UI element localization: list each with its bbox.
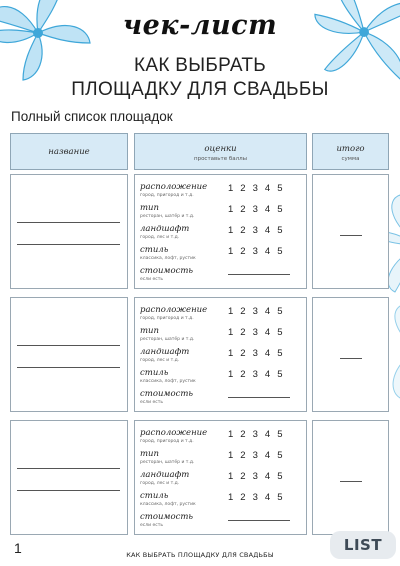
score-option[interactable]: 4 [264, 492, 271, 503]
score-option[interactable]: 1 [228, 183, 234, 194]
score-option[interactable]: 2 [240, 225, 246, 236]
score-option[interactable]: 4 [264, 246, 271, 257]
header-total-sublabel: сумма [341, 156, 360, 162]
criterion-hint: город, пригород и т.д. [140, 439, 194, 444]
score-option[interactable]: 3 [252, 306, 258, 317]
criterion-label: стоимость [140, 512, 194, 522]
criterion-label: ландшафт [140, 470, 190, 480]
score-options [228, 246, 282, 257]
criterion-label: стиль [140, 368, 169, 378]
header-rating-column [134, 133, 307, 170]
header-total-label: итого [336, 144, 365, 154]
price-input-line[interactable] [228, 274, 290, 275]
score-option[interactable]: 2 [240, 450, 246, 461]
page-title-line-1: КАК ВЫБРАТЬ [133, 55, 266, 76]
score-options [228, 306, 282, 317]
venue-name-line[interactable] [17, 468, 120, 469]
score-option[interactable]: 1 [228, 492, 234, 503]
criterion-label: тип [140, 326, 160, 336]
score-option[interactable]: 2 [240, 369, 246, 380]
venue-name-line[interactable] [17, 345, 120, 346]
score-option[interactable]: 3 [252, 492, 258, 503]
criterion-label: ландшафт [140, 224, 190, 234]
header-rating-sublabel: проставьте баллы [193, 156, 247, 162]
criterion-hint: если есть [140, 277, 163, 282]
score-option[interactable]: 5 [277, 450, 283, 461]
score-options [228, 369, 282, 380]
header-total-column [312, 133, 389, 170]
score-option[interactable]: 1 [228, 450, 234, 461]
script-title: чек-лист [122, 10, 278, 41]
criterion-hint: город, лес и т.д. [140, 358, 180, 363]
venue-name-cell [10, 420, 128, 535]
score-option[interactable]: 4 [264, 306, 271, 317]
criterion-hint: классика, лофт, рустик [140, 256, 196, 261]
criterion-label: тип [140, 203, 160, 213]
score-option[interactable]: 1 [228, 225, 234, 236]
section-subtitle: Полный список площадок [11, 109, 173, 124]
header-name-column [10, 133, 128, 170]
score-options [228, 327, 282, 338]
score-option[interactable]: 4 [264, 471, 271, 482]
score-option[interactable]: 5 [277, 369, 283, 380]
score-option[interactable]: 2 [240, 246, 246, 257]
score-option[interactable]: 1 [228, 246, 234, 257]
criterion-label: стоимость [140, 266, 194, 276]
score-options [228, 204, 282, 215]
criterion-hint: ресторан, шатёр и т.д. [140, 337, 195, 342]
score-option[interactable]: 3 [252, 246, 258, 257]
criterion-hint: если есть [140, 400, 163, 405]
score-option[interactable]: 5 [277, 327, 283, 338]
score-options [228, 471, 282, 482]
score-option[interactable]: 1 [228, 348, 234, 359]
score-option[interactable]: 4 [264, 183, 271, 194]
score-option[interactable]: 5 [277, 429, 283, 440]
score-option[interactable]: 2 [240, 306, 246, 317]
score-option[interactable]: 5 [277, 471, 283, 482]
watermark-text: LIST [343, 536, 383, 554]
score-option[interactable]: 3 [252, 369, 258, 380]
score-option[interactable]: 3 [252, 471, 258, 482]
criterion-label: расположение [140, 428, 208, 438]
venue-name-line[interactable] [17, 490, 120, 491]
score-option[interactable]: 5 [277, 183, 283, 194]
venue-name-line[interactable] [17, 222, 120, 223]
score-option[interactable]: 5 [277, 306, 283, 317]
criterion-hint: классика, лофт, рустик [140, 379, 196, 384]
score-options [228, 450, 282, 461]
venue-total-line[interactable] [340, 481, 362, 482]
page-number: 1 [14, 540, 22, 556]
criterion-hint: классика, лофт, рустик [140, 502, 196, 507]
score-option[interactable]: 1 [228, 369, 234, 380]
criterion-label: стиль [140, 491, 169, 501]
header-name-label: название [48, 147, 90, 157]
criterion-label: стиль [140, 245, 169, 255]
score-option[interactable]: 4 [264, 450, 271, 461]
criterion-hint: город, лес и т.д. [140, 481, 180, 486]
score-options [228, 348, 282, 359]
score-option[interactable]: 4 [264, 429, 271, 440]
venue-total-line[interactable] [340, 235, 362, 236]
footer-title: КАК ВЫБРАТЬ ПЛОЩАДКУ ДЛЯ СВАДЬБЫ [126, 551, 274, 559]
score-options [228, 492, 282, 503]
criterion-hint: ресторан, шатёр и т.д. [140, 460, 195, 465]
score-option[interactable]: 4 [264, 369, 271, 380]
score-option[interactable]: 3 [252, 225, 258, 236]
score-option[interactable]: 1 [228, 471, 234, 482]
score-option[interactable]: 3 [252, 450, 258, 461]
score-option[interactable]: 3 [252, 429, 258, 440]
score-option[interactable]: 2 [240, 183, 246, 194]
venue-name-cell [10, 297, 128, 412]
criterion-hint: ресторан, шатёр и т.д. [140, 214, 195, 219]
criterion-label: расположение [140, 182, 208, 192]
criterion-label: тип [140, 449, 160, 459]
criterion-hint: город, пригород и т.д. [140, 193, 194, 198]
score-option[interactable]: 1 [228, 306, 234, 317]
watermark-logo [330, 531, 396, 559]
criterion-hint: город, пригород и т.д. [140, 316, 194, 321]
score-options [228, 429, 282, 440]
score-option[interactable]: 3 [252, 183, 258, 194]
score-option[interactable]: 3 [252, 348, 258, 359]
criterion-label: ландшафт [140, 347, 190, 357]
score-option[interactable]: 2 [240, 204, 246, 215]
price-input-line[interactable] [228, 397, 290, 398]
score-option[interactable]: 4 [264, 327, 271, 338]
price-input-line[interactable] [228, 520, 290, 521]
venue-total-cell [312, 420, 389, 535]
venue-total-cell [312, 174, 389, 289]
score-options [228, 225, 282, 236]
score-option[interactable]: 5 [277, 225, 283, 236]
score-option[interactable]: 4 [264, 225, 271, 236]
page-title-line-2: ПЛОЩАДКУ ДЛЯ СВАДЬБЫ [71, 79, 329, 100]
score-option[interactable]: 5 [277, 492, 283, 503]
score-option[interactable]: 3 [252, 204, 258, 215]
score-option[interactable]: 5 [277, 348, 283, 359]
venue-name-line[interactable] [17, 367, 120, 368]
score-option[interactable]: 4 [264, 348, 271, 359]
score-option[interactable]: 2 [240, 348, 246, 359]
score-option[interactable]: 1 [228, 204, 234, 215]
header-rating-label: оценки [204, 144, 237, 154]
score-option[interactable]: 1 [228, 429, 234, 440]
criterion-label: расположение [140, 305, 208, 315]
score-option[interactable]: 3 [252, 327, 258, 338]
venue-name-cell [10, 174, 128, 289]
venue-name-line[interactable] [17, 244, 120, 245]
score-option[interactable]: 2 [240, 471, 246, 482]
score-option[interactable]: 5 [277, 246, 283, 257]
criterion-hint: если есть [140, 523, 163, 528]
score-options [228, 183, 282, 194]
score-option[interactable]: 5 [277, 204, 283, 215]
score-option[interactable]: 4 [264, 204, 271, 215]
venue-total-line[interactable] [340, 358, 362, 359]
score-option[interactable]: 2 [240, 327, 246, 338]
score-option[interactable]: 1 [228, 327, 234, 338]
score-option[interactable]: 2 [240, 429, 246, 440]
criterion-hint: город, лес и т.д. [140, 235, 180, 240]
score-option[interactable]: 2 [240, 492, 246, 503]
venue-total-cell [312, 297, 389, 412]
criterion-label: стоимость [140, 389, 194, 399]
